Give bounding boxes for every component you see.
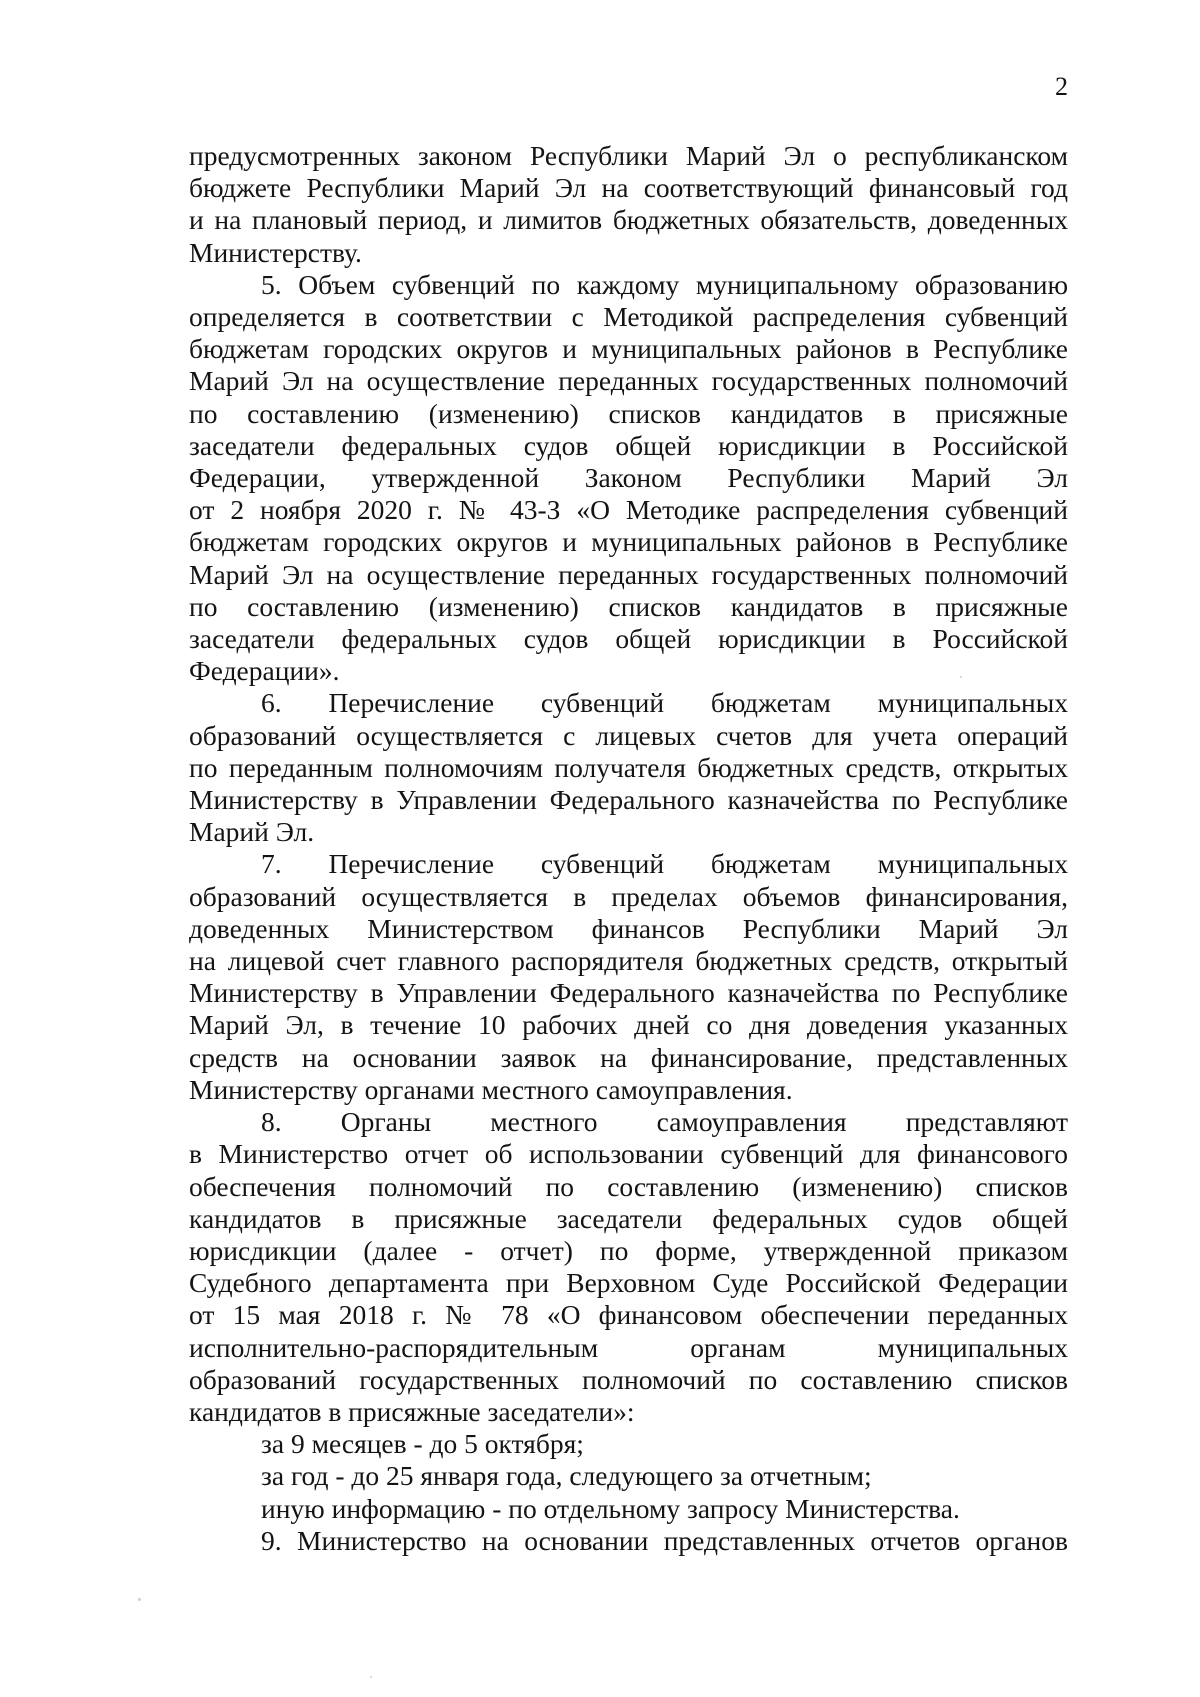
paragraph-8 xyxy=(189,1106,1068,1428)
paragraph-intro xyxy=(189,140,1068,269)
text-line: по составлению (изменению) списков кандидатов в присяжные xyxy=(189,590,1068,622)
text-line: Марий Эл на осуществление переданных государственных полномочий xyxy=(189,558,1068,590)
text-line: бюджетам городских округов и муниципальных районов в Республике xyxy=(189,526,1068,558)
document-body xyxy=(189,140,1068,1557)
text-line: Судебного департамента при Верховном Суде Российской Федерации xyxy=(189,1267,1068,1299)
scan-speck xyxy=(370,1676,372,1678)
text-line: образований осуществляется с лицевых счетов для учета операций xyxy=(189,719,1068,751)
text-line: в Министерство отчет об использовании субвенций для финансового xyxy=(189,1138,1068,1170)
text-line: и на плановый период, и лимитов бюджетных обязательств, доведенных xyxy=(189,204,1068,236)
text-line: Федерации, утвержденной Законом Республики Марий Эл xyxy=(189,462,1068,494)
text-line: по составлению (изменению) списков кандидатов в присяжные xyxy=(189,397,1068,429)
text-line: образований государственных полномочий по составлению списков xyxy=(189,1363,1068,1395)
text-line: Марий Эл, в течение 10 рабочих дней со дня доведения указанных xyxy=(189,1009,1068,1041)
text-line: на лицевой счет главного распорядителя бюджетных средств, открытый xyxy=(189,945,1068,977)
text-line: Министерству в Управлении Федерального казначейства по Республике xyxy=(189,784,1068,816)
text-line: заседатели федеральных судов общей юрисдикции в Российской xyxy=(189,623,1068,655)
list-item: за год - до 25 января года, следующего за отчетным; xyxy=(261,1460,872,1492)
text-line: доведенных Министерством финансов Республики Марий Эл xyxy=(189,912,1068,944)
text-line: бюджете Республики Марий Эл на соответствующий финансовый год xyxy=(189,172,1068,204)
page-number: 2 xyxy=(1055,72,1068,101)
list-item: иную информацию - по отдельному запросу Министерства. xyxy=(261,1492,960,1524)
paragraph-5 xyxy=(189,269,1068,688)
text-line: Марий Эл на осуществление переданных государственных полномочий xyxy=(189,365,1068,397)
text-line: Министерству органами местного самоуправления. xyxy=(189,1073,793,1105)
text-line: 6. Перечисление субвенций бюджетам муниципальных xyxy=(261,687,1068,719)
text-line: средств на основании заявок на финансирование, представленных xyxy=(189,1041,1068,1073)
text-line: юрисдикции (далее - отчет) по форме, утвержденной приказом xyxy=(189,1234,1068,1266)
paragraph-9 xyxy=(189,1525,1068,1557)
text-line: Марий Эл. xyxy=(189,816,315,848)
text-line: обеспечения полномочий по составлению (изменению) списков xyxy=(189,1170,1068,1202)
text-line: по переданным полномочиям получателя бюджетных средств, открытых xyxy=(189,751,1068,783)
deadline-list xyxy=(189,1428,1068,1525)
text-line: Министерству. xyxy=(189,236,362,268)
text-line: бюджетам городских округов и муниципальных районов в Республике xyxy=(189,333,1068,365)
scan-speck xyxy=(960,676,962,678)
text-line: 9. Министерство на основании представленных отчетов органов xyxy=(261,1524,1068,1556)
text-line: кандидатов в присяжные заседатели»: xyxy=(189,1395,635,1427)
text-line: 5. Объем субвенций по каждому муниципальному образованию xyxy=(261,268,1068,300)
text-line: 8. Органы местного самоуправления представляют xyxy=(261,1106,1068,1138)
text-line: исполнительно-распорядительным органам муниципальных xyxy=(189,1331,1068,1363)
paragraph-7 xyxy=(189,848,1068,1106)
text-line: от 15 мая 2018 г. № 78 «О финансовом обеспечении переданных xyxy=(189,1299,1068,1331)
text-line: Федерации». xyxy=(189,655,340,687)
list-item: за 9 месяцев - до 5 октября; xyxy=(261,1428,584,1460)
paragraph-6 xyxy=(189,687,1068,848)
text-line: образований осуществляется в пределах объемов финансирования, xyxy=(189,880,1068,912)
text-line: от 2 ноября 2020 г. № 43-З «О Методике распределения субвенций xyxy=(189,494,1068,526)
text-line: предусмотренных законом Республики Марий Эл о республиканском xyxy=(189,140,1068,171)
text-line: кандидатов в присяжные заседатели федеральных судов общей xyxy=(189,1202,1068,1234)
text-line: 7. Перечисление субвенций бюджетам муниципальных xyxy=(261,848,1068,880)
scan-speck xyxy=(138,1598,141,1601)
text-line: определяется в соответствии с Методикой распределения субвенций xyxy=(189,301,1068,333)
text-line: заседатели федеральных судов общей юрисдикции в Российской xyxy=(189,429,1068,461)
text-line: Министерству в Управлении Федерального казначейства по Республике xyxy=(189,977,1068,1009)
